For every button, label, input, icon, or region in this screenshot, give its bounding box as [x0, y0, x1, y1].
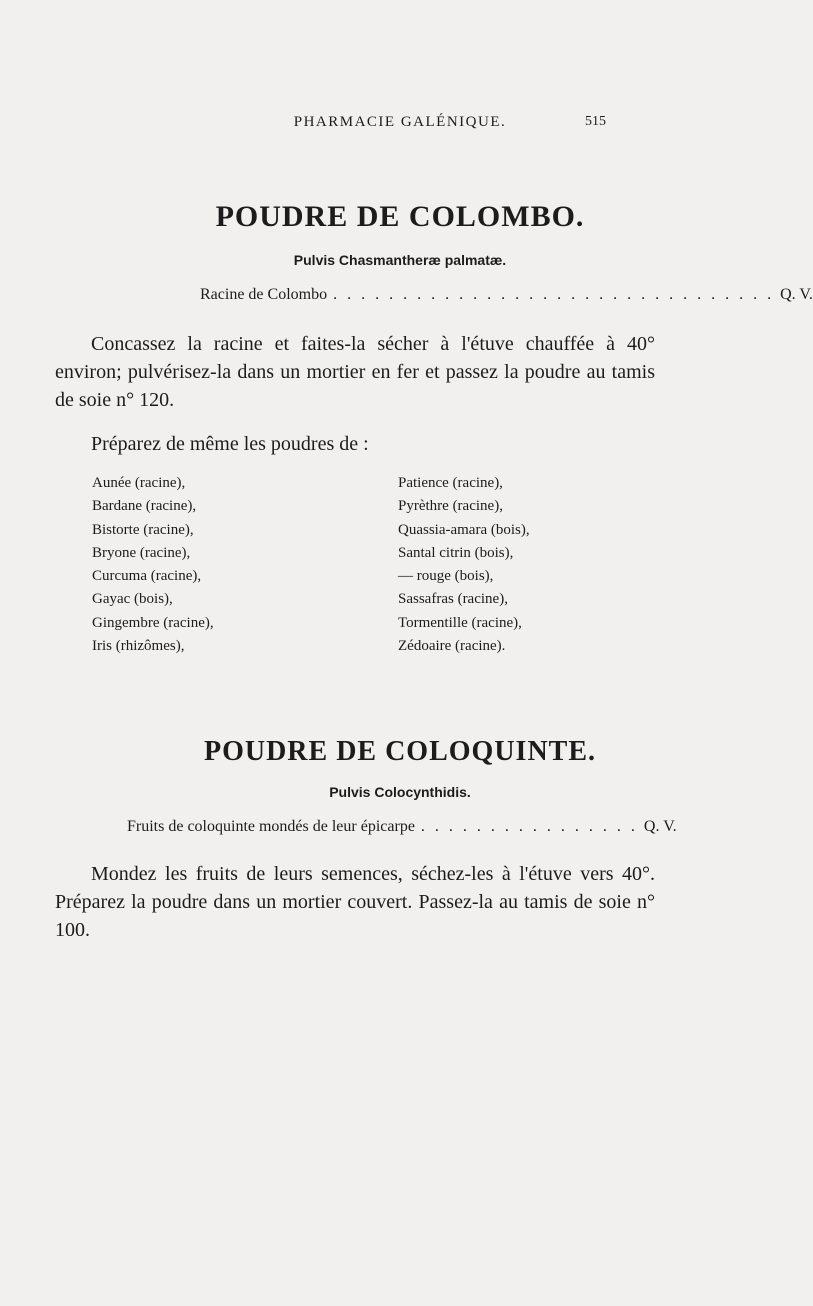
page-number: 515 [585, 114, 606, 129]
page-header [0, 114, 800, 134]
colombo-instructions: Concassez la racine et faites-la sécher à l'étuve chauffée à 40° environ; pulvérisez-la dans un mortier en fer et passez la poudre au tamis de soie n° 120. [55, 333, 655, 411]
list-item: Gayac (bois), [92, 591, 173, 608]
coloquinte-ingredient-line [127, 818, 677, 836]
powder-list-right [398, 472, 530, 658]
list-item: Sassafras (racine), [398, 591, 508, 608]
powder-list-left [92, 472, 214, 658]
ingredient-name: Fruits de coloquinte mondés de leur épicarpe [127, 818, 415, 835]
colombo-ingredient-line [200, 286, 813, 304]
list-item: Zédoaire (racine). [398, 638, 506, 655]
coloquinte-instructions: Mondez les fruits de leurs semences, séchez-les à l'étuve vers 40°. Préparez la poudre dans un mortier couvert. Passez-la au tamis de soie n° 100. [55, 863, 655, 941]
ingredient-quantity: Q. V. [780, 286, 813, 303]
list-item: Bardane (racine), [92, 498, 197, 515]
ingredient-quantity: Q. V. [643, 818, 677, 835]
list-item: Aunée (racine), [92, 475, 186, 491]
colombo-intro: Préparez de même les poudres de : [91, 433, 369, 455]
colombo-title: POUDRE DE COLOMBO. [215, 200, 585, 233]
list-item: Quassia-amara (bois), [398, 521, 530, 538]
list-item: Curcuma (racine), [92, 568, 202, 585]
list-item: Bistorte (racine), [92, 521, 194, 538]
running-head: PHARMACIE GALÉNIQUE. [293, 114, 507, 130]
list-item: Santal citrin (bois), [398, 544, 514, 561]
list-item: Tormentille (racine), [398, 614, 522, 631]
leader-dots: . . . . . . . . . . . . . . . . [420, 818, 638, 835]
list-item: Iris (rhizômes), [92, 638, 185, 655]
colombo-latin-name: Pulvis Chasmantheræ palmatæ. [293, 252, 507, 268]
list-item: — rouge (bois), [398, 568, 494, 585]
list-item: Bryone (racine), [92, 544, 191, 561]
list-item: Gingembre (racine), [92, 614, 214, 631]
leader-dots: . . . . . . . . . . . . . . . . . . . . . . . . . . . . . . . . [333, 286, 775, 303]
ingredient-name: Racine de Colombo [200, 286, 328, 303]
coloquinte-latin-name: Pulvis Colocynthidis. [329, 784, 471, 800]
list-item: Patience (racine), [398, 475, 503, 491]
coloquinte-title: POUDRE DE COLOQUINTE. [203, 736, 597, 767]
list-item: Pyrèthre (racine), [398, 498, 503, 515]
